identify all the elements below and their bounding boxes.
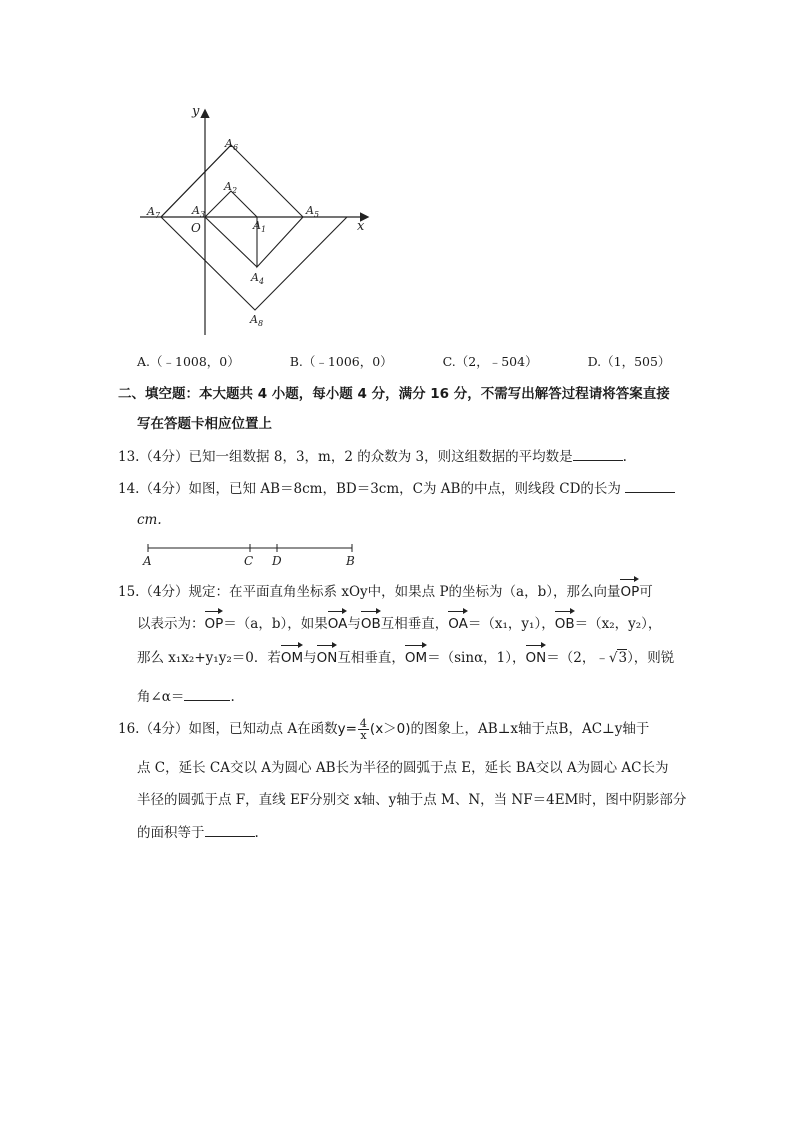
q15-l3-c: 互相垂直， bbox=[337, 650, 405, 666]
q15-l4-text: 角∠α＝ bbox=[137, 689, 185, 705]
q13-answer-blank bbox=[573, 446, 623, 461]
q16-l1-b: 的图象上，AB⊥x轴于点B，AC⊥y轴于 bbox=[410, 721, 650, 737]
question-15-line2 bbox=[137, 614, 661, 634]
vector-on: ON bbox=[316, 650, 338, 666]
q13-text: 13.（4分）已知一组数据 8，3，m，2 的众数为 3，则这组数据的平均数是 bbox=[118, 449, 573, 465]
label-a3: $A_3$ bbox=[192, 204, 206, 219]
q15-l2-e: ＝（x₁，y₁）， bbox=[467, 616, 555, 632]
coordinate-figure bbox=[135, 95, 385, 345]
question-15-line1 bbox=[118, 582, 653, 602]
vector-om-2: OM bbox=[404, 650, 428, 666]
q16-l4-end: . bbox=[254, 825, 259, 841]
q15-l2-b: ＝（a，b），如果 bbox=[223, 616, 328, 632]
axis-y-label: y bbox=[192, 104, 200, 119]
answer-options bbox=[137, 352, 670, 370]
label-point-b: B bbox=[346, 554, 355, 568]
option-d: D.（1，505） bbox=[587, 354, 671, 369]
q15-answer-blank bbox=[184, 686, 230, 701]
sqrt-sign: √ bbox=[608, 650, 618, 666]
func-condition: (x＞0) bbox=[369, 721, 411, 737]
func-fraction bbox=[358, 718, 369, 741]
spiral-a4-edge bbox=[205, 217, 257, 267]
vector-om: OM bbox=[280, 650, 304, 666]
label-a1: $A_1$ bbox=[253, 219, 267, 234]
q15-l2-text: 以表示为： bbox=[137, 616, 205, 632]
func-numerator: 4 bbox=[359, 717, 367, 730]
q15-l3-b: 与 bbox=[303, 650, 317, 666]
q15-l3-e: ＝（2，﹣ bbox=[546, 650, 609, 666]
vector-oa: OA bbox=[327, 616, 348, 632]
label-a5: $A_5$ bbox=[306, 204, 320, 219]
axis-x-label: x bbox=[357, 219, 365, 234]
q15-l4-end: . bbox=[230, 689, 235, 705]
q15-l3-d: ＝（sinα，1）， bbox=[427, 650, 526, 666]
q15-l1-text: 15.（4分）规定：在平面直角坐标系 xOy中，如果点 P的坐标为（a，b），那么向量 bbox=[118, 584, 621, 600]
func-denominator: x bbox=[360, 729, 367, 742]
label-point-c: C bbox=[244, 554, 254, 568]
q16-l4-text: 的面积等于 bbox=[137, 825, 205, 841]
question-15-line4 bbox=[137, 686, 235, 707]
label-point-d: D bbox=[272, 554, 282, 568]
segment-figure bbox=[140, 540, 365, 570]
label-a7: $A_7$ bbox=[147, 205, 161, 220]
question-16-line2: 点 C，延长 CA交以 A为圆心 AB长为半径的圆弧于点 E，延长 BA交以 A为圆心 AC长为 bbox=[137, 760, 669, 776]
q14-answer-blank bbox=[625, 478, 675, 493]
vector-op-2: OP bbox=[204, 616, 224, 632]
q14-text: 14.（4分）如图，已知 AB＝8cm，BD＝3cm，C为 AB的中点，则线段 CD的长为 bbox=[118, 481, 621, 497]
label-a8: $A_8$ bbox=[250, 313, 264, 328]
q13-end: . bbox=[622, 449, 627, 465]
question-14 bbox=[118, 478, 675, 499]
section2-heading-line2: 写在答题卡相应位置上 bbox=[137, 416, 272, 432]
option-c: C.（2，﹣504） bbox=[442, 354, 538, 369]
option-b: B.（﹣1006，0） bbox=[289, 354, 393, 369]
label-a4: $A_4$ bbox=[251, 271, 265, 286]
func-y: y= bbox=[337, 721, 357, 737]
question-16-line3: 半径的圆弧于点 F，直线 EF分别交 x轴、y轴于点 M、N，当 NF＝4EM时，图中阴影部分 bbox=[137, 792, 687, 808]
vector-on-2: ON bbox=[525, 650, 547, 666]
question-15-line3 bbox=[137, 648, 674, 668]
label-point-a: A bbox=[143, 554, 152, 568]
q15-l3-text: 那么 x₁x₂+y₁y₂＝0．若 bbox=[137, 650, 281, 666]
q15-l3-f: ），则锐 bbox=[627, 650, 675, 666]
q15-l2-c: 与 bbox=[347, 616, 361, 632]
q14-unit: cm. bbox=[137, 512, 162, 528]
section2-heading-line1: 二、填空题：本大题共 4 小题，每小题 4 分，满分 16 分，不需写出解答过程请将答案直接 bbox=[118, 386, 670, 402]
q15-l2-d: 互相垂直， bbox=[380, 616, 449, 632]
origin-label: O bbox=[191, 221, 201, 235]
label-a2: $A_2$ bbox=[224, 180, 238, 195]
q15-l1-end: 可 bbox=[639, 584, 653, 600]
vector-oa-2: OA bbox=[448, 616, 468, 632]
question-16-line1 bbox=[118, 716, 649, 742]
label-a6: $A_6$ bbox=[225, 137, 239, 152]
option-a: A.（﹣1008，0） bbox=[137, 354, 240, 369]
question-16-line4 bbox=[137, 822, 259, 843]
q16-l1-text: 16.（4分）如图，已知动点 A在函数 bbox=[118, 721, 338, 737]
vector-ob: OB bbox=[360, 616, 381, 632]
vector-op: OP bbox=[620, 584, 640, 600]
q15-l2-f: ＝（x₂，y₂）， bbox=[574, 616, 662, 632]
q16-answer-blank bbox=[205, 822, 255, 837]
vector-ob-2: OB bbox=[554, 616, 575, 632]
question-13 bbox=[118, 446, 627, 467]
sqrt-value: 3 bbox=[618, 650, 628, 666]
